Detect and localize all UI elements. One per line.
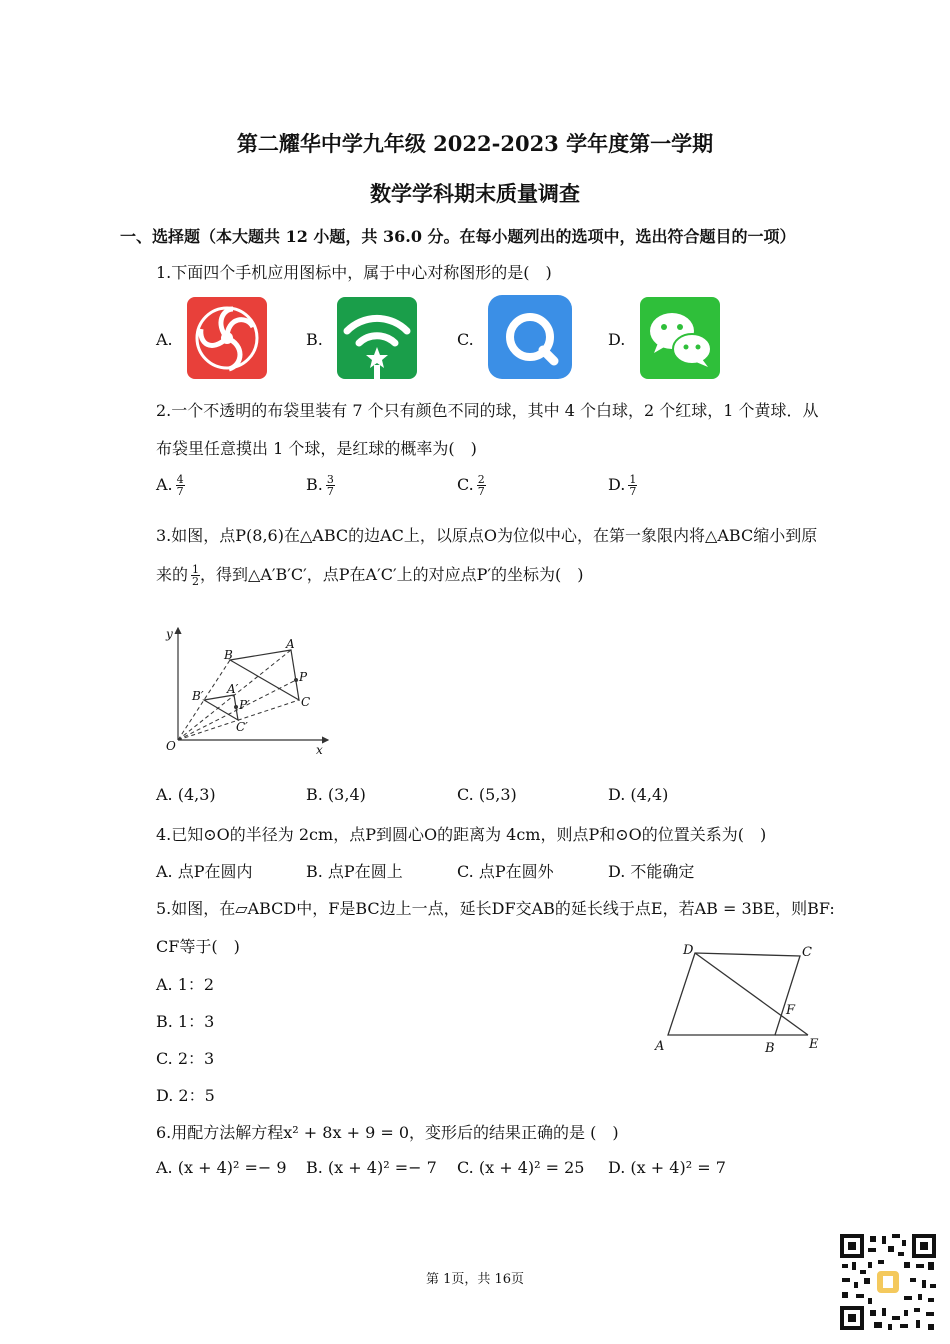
q3-stem-line2: 来的 $\frac{1}{2}$ ，得到△A′B′C′，点P在A′C′上的对应点P′的坐标为( ) [156,563,584,588]
point-p [294,678,298,682]
q3-option-c: C. (5,3) [457,785,517,804]
label-y: y [166,627,173,641]
section-header: 一、选择题（本大题共 12 小题，共 36.0 分。在每小题列出的选项中，选出符合题目的一项） [120,227,796,246]
qr-code-icon [838,1232,938,1332]
label-p-prime: P′ [239,698,250,712]
q4-option-b: B. 点P在圆上 [306,862,403,881]
page-subtitle: 数学学科期末质量调查 [370,181,580,206]
q6-option-c: C. (x + 4)² = 25 [457,1158,585,1177]
q2-option-c: C. $\frac{2}{7}$ [457,473,485,498]
q4-option-a: A. 点P在圆内 [156,862,253,881]
q6-option-a: A. (x + 4)² =− 9 [156,1158,287,1177]
triangle-abc-prime [204,695,238,720]
q2-option-d: D. $\frac{1}{7}$ [608,473,637,498]
q6-stem: 6.用配方法解方程x² + 8x + 9 = 0，变形后的结果正确的是 ( ) [156,1123,619,1142]
q3-option-d: D. (4,4) [608,785,669,804]
q1-option-c-label: C. [457,330,474,349]
q5-stem-line2: CF等于( ) [156,937,240,956]
q2-option-b: B. $\frac{3}{7}$ [306,473,334,498]
q1-option-d-label: D. [608,330,626,349]
label-b: B [765,1041,775,1056]
q4-option-d: D. 不能确定 [608,862,695,881]
q3-option-b: B. (3,4) [306,785,366,804]
label-a-prime: A′ [227,682,239,696]
q4-stem: 4.已知⊙O的半径为 2cm，点P到圆心O的距离为 4cm，则点P和⊙O的位置关系为( ) [156,825,767,844]
label-p: P [299,670,308,684]
q1-option-a-label: A. [156,330,173,349]
q2-stem-line2: 布袋里任意摸出 1 个球，是红球的概率为( ) [156,439,477,458]
segment-de [695,953,808,1035]
q5-option-c: C. 2：3 [156,1049,215,1068]
q3-option-a: A. (4,3) [156,785,216,804]
q2-stem-line1: 2.一个不透明的布袋里装有 7 个只有颜色不同的球，其中 4 个白球，2 个红球，1 个黄球．从 [156,401,819,420]
q5-figure [650,938,835,1058]
label-c: C [301,695,311,709]
q2-option-a: A. $\frac{4}{7}$ [156,473,184,498]
label-a: A [286,637,295,651]
q3-figure [156,620,336,760]
q3-stem-line1: 3.如图，点P(8,6)在△ABC的边AC上，以原点O为位似中心，在第一象限内将△ABC缩小到原 [156,526,818,545]
label-f: F [786,1003,796,1018]
triangle-abc [230,650,299,700]
q5-option-a: A. 1：2 [156,975,215,994]
q4-option-c: C. 点P在圆外 [457,862,554,881]
label-c-prime: C′ [236,720,248,734]
page-footer: 第 1页，共 16页 [425,1272,525,1287]
label-e: E [809,1037,819,1052]
q5-option-d: D. 2：5 [156,1086,215,1105]
label-o: O [166,739,176,753]
label-a: A [655,1039,665,1054]
q1-option-b-label: B. [306,330,323,349]
point-p-prime [234,705,238,709]
q-search-icon [488,295,572,379]
swirl-logo-icon [187,297,267,379]
q5-stem-line1: 5.如图，在▱ABCD中，F是BC边上一点，延长DF交AB的延长线于点E，若AB = 3BE，则BF: [156,899,835,918]
label-x: x [316,743,323,757]
q1-stem: 1.下面四个手机应用图标中，属于中心对称图形的是( ) [156,263,552,282]
q6-option-d: D. (x + 4)² = 7 [608,1158,726,1177]
parallelogram-abcd [668,953,800,1035]
label-c: C [802,945,812,960]
page-title: 第二耀华中学九年级 2022-2023 学年度第一学期 [236,131,714,156]
wechat-icon [640,297,720,379]
label-b: B [224,648,233,662]
label-b-prime: B′ [192,689,204,703]
q5-option-b: B. 1：3 [156,1012,215,1031]
label-d: D [683,943,694,958]
q6-option-b: B. (x + 4)² =− 7 [306,1158,437,1177]
wifi-star-icon [337,297,417,379]
